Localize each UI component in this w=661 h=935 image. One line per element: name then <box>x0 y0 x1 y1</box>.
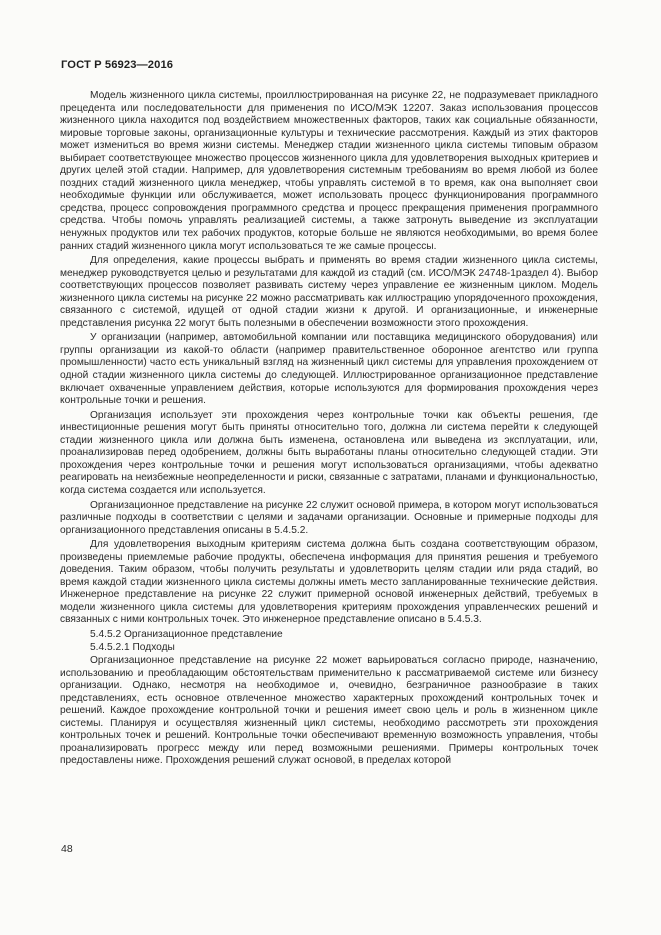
document-body <box>60 90 598 770</box>
section-heading: 5.4.5.2 Организационное представление <box>90 628 283 640</box>
document-header: ГОСТ Р 56923—2016 <box>61 59 174 71</box>
page-number: 48 <box>61 843 73 855</box>
body-paragraph: Для удовлетворения выходным критериям система должна быть создана соответствующим образом, произведены приемлемые рабочие продукты, обеспечена информация для принятия решения и требуемого доведения. Таким образом, чтобы получить результаты и удовлетворить целям стадии или ряда стадий, во время каждой стадии жизненного цикла системы должны иметь место запланированные технические действия. Инженерное представление на рисунке 22 служит примерной основой инженерных действий, требуемых в модели жизненного цикла системы для удовлетворения критериям прохождения управленческих решений и связанных с ними контрольных точек. Это инженерное представление описано в 5.4.5.3. <box>60 539 598 626</box>
body-paragraph: Для определения, какие процессы выбрать и применять во время стадии жизненного цикла системы, менеджер руководствуется целью и результатами для каждой из стадий (см. ИСО/МЭК 24748-1раздел 4). Выбор соответствующих процессов позволяет развивать систему через управление ее жизненным циклом. Модель жизненного цикла системы на рисунке 22 можно рассматривать как иллюстрацию упорядоченного прохождения, связанного с системой, идущей от одной стадии жизни к другой. И организационные, и инженерные представления рисунка 22 могут быть полезными в обеспечении возможности этого прохождения. <box>60 255 598 329</box>
body-paragraph: Организационное представление на рисунке 22 служит основой примера, в котором могут использоваться различные подходы в соответствии с целями и задачами организации. Основные и примерные подходы для организационного представления описаны в 5.4.5.2. <box>60 499 598 536</box>
body-paragraph: У организации (например, автомобильной компании или поставщика медицинского оборудования) или группы организации из какой-то области (например правительственное оборонное агентство или группа промышленности) часто есть уникальный взгляд на жизненный цикл системы для управления прохождением от одной стадии жизненного цикла системы до следующей. Иллюстрированное организационное представление включает охваченные управлением действия, которые используются для формирования прохождения через контрольные точки и решения. <box>60 332 598 407</box>
body-paragraph: Организация использует эти прохождения через контрольные точки как объекты решения, где инвестиционные решения могут быть приняты относительно того, должна ли система перейти к следующей стадии жизненного цикла или должна быть изменена, остановлена или выведена из эксплуатации, или, проанализировав перед одобрением, должны быть выработаны планы относительно следующей стадии. Эти прохождения через контрольные точки и решения могут использоваться организациями, чтобы адекватно реагировать на неизбежные неопределенности и риски, связанные с затратами, планами и функциональностью, когда система создается или используется. <box>60 409 598 496</box>
body-paragraph: Модель жизненного цикла системы, проиллюстрированная на рисунке 22, не подразумевает прикладного прецедента или последовательности для применения по ИСО/МЭК 12207. Заказ использования процессов жизненного цикла находится под воздействием множественных факторов, таких как социальные обязанности, мировые торговые законы, организационные культуры и технические рассмотрения. Каждый из этих факторов может измениться во время жизни системы. Менеджер стадии жизненного цикла системы типовым образом выбирает соответствующее множество процессов жизненного цикла для удовлетворения выходных критериев и других целей этой стадии. Например, для удовлетворения системным требованиям во время любой из более поздних стадий жизненного цикла менеджер, чтобы управлять системой в то время, как она выполняет свои необходимые функции или обслуживается, может использовать процесс функционирования программного средства, процесс сопровождения программного средства и процесс прекращения применения программного средства. Чтобы помочь управлять реализацией системы, а также затронуть выведение из эксплуатации ненужных продуктов или тех рабочих продуктов, которые больше не являются необходимыми, во время более ранних стадий жизненного цикла могут использоваться те же самые процессы. <box>60 90 598 252</box>
subsection-heading: 5.4.5.2.1 Подходы <box>90 642 175 654</box>
body-paragraph: Организационное представление на рисунке 22 может варьироваться согласно природе, назначению, использованию и преобладающим обстоятельствам применительно к рассматриваемой системе или бизнесу организации. Однако, несмотря на необходимое и, очевидно, безграничное разнообразие в таких представлениях, есть основное отвлеченное множество характерных прохождений контрольных точек и решений. Каждое прохождение контрольной точки и решения имеет свою цель и роль в жизненном цикле системы. Планируя и осуществляя жизненный цикл системы, необходимо рассмотреть эти прохождения контрольных точек и решений. Контрольные точки обеспечивают временную возможность управления, чтобы проанализировать прогресс между или перед возможными решениями. Примеры контрольных точек предоставлены ниже. Прохождения решений служат основой, в пределах которой <box>60 655 598 767</box>
